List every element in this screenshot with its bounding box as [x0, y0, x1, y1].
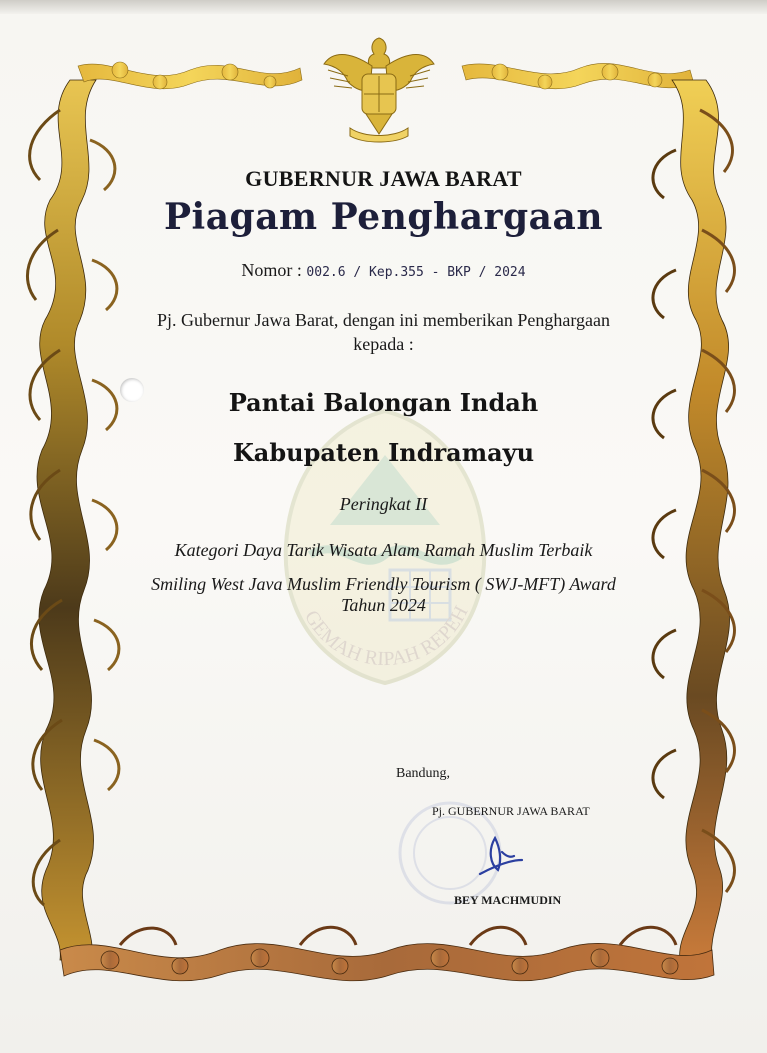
recipient-name: Pantai Balongan Indah — [228, 388, 539, 417]
award-title — [0, 574, 767, 616]
award-line-1: Smiling West Java Muslim Friendly Tourism ( SWJ-MFT) Award — [151, 574, 616, 594]
intro-line-2: kepada : — [353, 334, 414, 354]
signer-name: BEY MACHMUDIN — [454, 893, 562, 907]
recipient-region: Kabupaten Indramayu — [232, 438, 535, 467]
issuer-heading: GUBERNUR JAWA BARAT — [245, 166, 522, 191]
intro-text — [0, 308, 767, 356]
award-line-2: Tahun 2024 — [341, 595, 426, 615]
number-label: Nomor : — [241, 260, 302, 280]
border-bottom — [60, 927, 714, 981]
handwritten-signature — [440, 830, 530, 890]
certificate-title: Piagam Penghargaan — [163, 196, 603, 238]
signer-position: Pj. GUBERNUR JAWA BARAT — [432, 804, 590, 818]
award-rank: Peringkat II — [339, 494, 428, 514]
crest-motto: GEMAH RIPAH REPEH — [299, 602, 473, 671]
certificate-number — [0, 260, 767, 281]
number-value: 002.6 / Kep.355 - BKP / 2024 — [306, 265, 526, 280]
award-category: Kategori Daya Tarik Wisata Alam Ramah Muslim Terbaik — [174, 540, 593, 560]
intro-line-1: Pj. Gubernur Jawa Barat, dengan ini memberikan Penghargaan — [156, 310, 611, 330]
garuda-emblem-icon — [318, 30, 440, 148]
signing-place: Bandung, — [396, 766, 451, 781]
